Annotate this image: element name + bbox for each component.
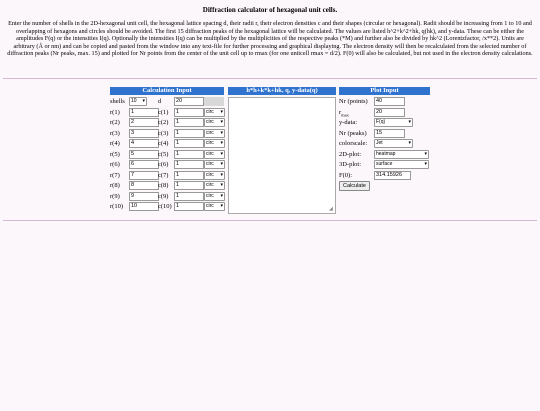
plot3d-select[interactable]: surface ▾ (376, 161, 427, 167)
r-input[interactable]: 3 (129, 129, 159, 138)
colorscale-label: colorscale: (339, 140, 368, 147)
c-label: c(3) (158, 129, 169, 137)
r-label: r(9) (110, 192, 120, 200)
r-input[interactable]: 6 (129, 160, 159, 169)
r-label: r(8) (110, 182, 120, 189)
rmax-row (339, 108, 430, 119)
shape-select[interactable]: circ ▾ (206, 171, 223, 178)
c-label: c(9) (158, 192, 169, 200)
hkl-output-textarea[interactable] (228, 97, 336, 214)
c-label: c(5) (158, 150, 169, 158)
ydata-row (339, 118, 430, 129)
shell-row (110, 129, 224, 140)
hkl-output-panel (228, 87, 336, 95)
plot3d-row (339, 160, 430, 171)
shell-rows (110, 108, 224, 213)
chevron-down-icon: ▾ (220, 171, 223, 178)
shells-row (110, 97, 224, 108)
r-label: r(1) (110, 108, 120, 116)
f0-label: F(0): (339, 171, 352, 179)
c-label: c(10) (158, 203, 172, 210)
page-title: Diffraction calculator of hexagonal unit cells. (202, 6, 338, 14)
rmax-input[interactable]: 20 (374, 108, 405, 117)
r-label: r(3) (110, 129, 120, 137)
r-input[interactable]: 10 (129, 202, 159, 211)
rmax-label: $r_{max}$ (339, 108, 349, 117)
chevron-down-icon: ▾ (220, 108, 223, 115)
c-label: c(8) (158, 182, 169, 189)
ydata-label: y-data: (339, 119, 358, 126)
shell-row (110, 108, 224, 119)
c-input[interactable]: 1 (174, 129, 204, 138)
shape-select[interactable]: circ ▾ (206, 108, 223, 115)
plot2d-select[interactable]: heatmap ▾ (376, 150, 427, 157)
r-label: r(6) (110, 161, 120, 168)
ydata-select[interactable]: F(q) ▾ (376, 119, 411, 125)
chevron-down-icon: ▾ (220, 129, 223, 136)
c-label: c(4) (158, 140, 169, 147)
r-input[interactable]: 5 (129, 150, 159, 159)
divider-top (3, 78, 537, 79)
chevron-down-icon: ▾ (142, 98, 145, 104)
plot3d-label: 3D-plot: (339, 161, 362, 168)
chevron-down-icon: ▾ (220, 119, 223, 125)
c-input[interactable]: 1 (174, 108, 204, 117)
r-input[interactable]: 1 (129, 108, 159, 117)
shells-select[interactable]: 10 ▾ (131, 98, 145, 104)
chevron-down-icon: ▾ (220, 203, 223, 209)
chevron-down-icon: ▾ (408, 119, 411, 125)
d-input[interactable]: 20 (174, 97, 204, 106)
nr-points-input[interactable]: 40 (374, 97, 405, 106)
plot2d-row (339, 150, 430, 161)
shell-row (110, 160, 224, 171)
r-input[interactable]: 8 (129, 181, 159, 190)
chevron-down-icon: ▾ (424, 150, 427, 157)
r-label: r(2) (110, 119, 120, 126)
divider-bottom (3, 220, 537, 221)
r-input[interactable]: 4 (129, 139, 159, 148)
chevron-down-icon: ▾ (220, 150, 223, 157)
plot-input-header: Plot Input (339, 87, 430, 95)
nr-points-row (339, 97, 430, 108)
shell-row (110, 181, 224, 192)
plot2d-label: 2D-plot: (339, 150, 362, 158)
chevron-down-icon: ▾ (220, 140, 223, 146)
f0-output: 314.15926 (374, 171, 411, 180)
c-label: c(6) (158, 161, 169, 168)
c-label: c(2) (158, 119, 169, 126)
disabled-cell (204, 97, 224, 106)
calculation-input-panel (110, 87, 224, 213)
plot-input-panel (339, 87, 430, 192)
page-description: Enter the number of shells in the 2D-hexagonal unit cell, the hexagonal lattice spacing d, their radii r, their electron densities c and their shapes (circular or hexagonal). Radii should be increasing from 1 to 10 and overlapping of hexagons and circles should be avoided. The first 15 diffraction peaks of the hexagonal lattice will be calculated. The values are listed h^2+k^2+hk, q(hk), and y-data. These can be either the amplitudes F(q) or the intensities I(q). Optionally the intensities I(q) can be multiplied by the multiplicities of the respective peaks (*M) and further also be divided by hk^2 (Lorentzfactor, /x**2). Units are arbitrary (Å or nm) and can be copied and pasted from the window into any text-file for further processing and graphical displaying. The electron density will then be recalculated from the selected number of diffraction peaks (Nr peaks, max. 15) and plotted for Nr points from the center of the unit cell up to rmax (for one unitcell rmax = d/2). F(0) will also be calculated, but not used in the electron density calculations. (7, 20, 533, 58)
c-input[interactable]: 1 (174, 192, 204, 201)
d-label: d (158, 98, 162, 105)
shape-select[interactable]: circ ▾ (206, 192, 223, 199)
r-label: r(5) (110, 150, 120, 158)
chevron-down-icon: ▾ (220, 182, 223, 188)
r-input[interactable]: 7 (129, 171, 159, 180)
chevron-down-icon: ▾ (220, 161, 223, 167)
r-label: r(10) (110, 203, 123, 210)
shape-select[interactable]: circ ▾ (206, 140, 223, 146)
shape-select[interactable]: circ ▾ (206, 182, 223, 188)
calculate-button[interactable]: Calculate (339, 181, 370, 191)
hkl-output-header: h*h+k*k+hk, q, y-data(q) (228, 87, 336, 95)
nr-peaks-label: Nr (peaks) (339, 129, 367, 137)
shell-row (110, 150, 224, 161)
c-label: c(1) (158, 108, 169, 116)
chevron-down-icon: ▾ (220, 192, 223, 199)
shell-row (110, 202, 224, 213)
c-label: c(7) (158, 171, 169, 179)
nr-peaks-input[interactable]: 15 (374, 129, 405, 138)
shape-select[interactable]: circ ▾ (206, 119, 223, 125)
c-input[interactable]: 1 (174, 150, 204, 159)
chevron-down-icon: ▾ (424, 161, 427, 167)
shape-select[interactable]: circ ▾ (206, 129, 223, 136)
shape-select[interactable]: circ ▾ (206, 150, 223, 157)
c-input[interactable]: 1 (174, 118, 204, 127)
colorscale-select[interactable]: Jet ▾ (376, 140, 411, 146)
r-label: r(4) (110, 140, 120, 147)
shell-row (110, 139, 224, 150)
f0-row (339, 171, 430, 182)
shell-row (110, 192, 224, 203)
chevron-down-icon: ▾ (408, 140, 411, 146)
calculate-row (339, 181, 430, 192)
shell-row (110, 118, 224, 129)
colorscale-row (339, 139, 430, 150)
c-input[interactable]: 1 (174, 139, 204, 148)
r-input[interactable]: 9 (129, 192, 159, 201)
r-input[interactable]: 2 (129, 118, 159, 127)
c-input[interactable]: 1 (174, 202, 204, 211)
c-input[interactable]: 1 (174, 181, 204, 190)
shape-select[interactable]: circ ▾ (206, 161, 223, 167)
c-input[interactable]: 1 (174, 160, 204, 169)
nr-peaks-row (339, 129, 430, 140)
c-input[interactable]: 1 (174, 171, 204, 180)
shape-select[interactable]: circ ▾ (206, 203, 223, 209)
nr-points-label: Nr (points) (339, 98, 368, 105)
r-label: r(7) (110, 171, 120, 179)
shell-row (110, 171, 224, 182)
calculation-input-header: Calculation Input (110, 87, 224, 95)
shells-label: shells (110, 98, 125, 105)
